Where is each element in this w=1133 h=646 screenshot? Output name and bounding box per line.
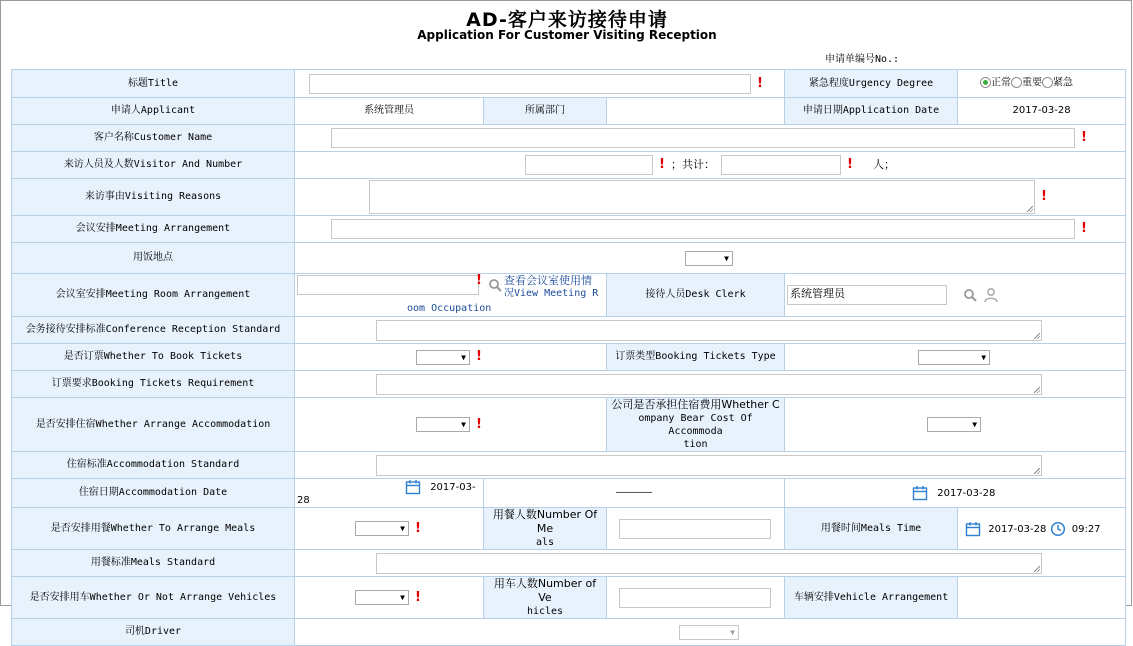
meals-time-label: 用餐时间Meals Time [785, 508, 958, 550]
accom-date-from[interactable]: 2017-03-28 [297, 482, 476, 506]
apply-date-label: 申请日期Application Date [785, 98, 958, 125]
applicant-value: 系统管理员 [295, 98, 484, 125]
urgency-normal-radio[interactable] [980, 77, 991, 88]
vehicle-num-input[interactable] [619, 588, 771, 608]
apply-date-value: 2017-03-28 [958, 98, 1126, 125]
customer-input[interactable] [331, 128, 1075, 148]
desk-clerk-input[interactable] [787, 285, 947, 305]
application-form [11, 69, 1126, 646]
visitor-label: 来访人员及人数Visitor And Number [12, 152, 295, 179]
meeting-room-input[interactable] [297, 275, 479, 295]
ticket-type-label: 订票类型Booking Tickets Type [607, 344, 785, 371]
accom-std-label: 住宿标准Accommodation Standard [12, 452, 295, 479]
required-mark: ! [659, 157, 665, 172]
urgency-urgent-label: 紧急 [1053, 77, 1074, 89]
application-no-label: 申请单编号No.: [825, 54, 900, 65]
bear-cost-label: 公司是否承担住宿费用Whether C ompany Bear Cost Of Accommoda tion [607, 398, 785, 452]
dept-value [607, 98, 785, 125]
vehicle-arr-value [958, 577, 1126, 619]
dining-select[interactable] [685, 251, 733, 266]
book-tickets-label: 是否订票Whether To Book Tickets [12, 344, 295, 371]
required-mark: ! [847, 157, 853, 172]
required-mark: ! [476, 416, 482, 432]
ticket-req-label: 订票要求Booking Tickets Requirement [12, 371, 295, 398]
search-icon[interactable] [963, 288, 977, 302]
book-tickets-select[interactable] [416, 350, 470, 365]
user-icon[interactable] [983, 287, 999, 303]
required-mark: ! [1081, 221, 1087, 236]
meals-time[interactable]: 09:27 [1071, 523, 1101, 535]
meals-label: 是否安排用餐Whether To Arrange Meals [12, 508, 295, 550]
conference-std-textarea[interactable] [376, 320, 1042, 341]
desk-clerk-value: 系统管理员 [790, 287, 846, 300]
search-icon[interactable] [488, 278, 502, 292]
view-room-occupation-link-cont[interactable]: oom Occupation [407, 303, 492, 314]
visitor-names-input[interactable] [525, 155, 653, 175]
required-mark: ! [415, 589, 421, 605]
customer-label: 客户名称Customer Name [12, 125, 295, 152]
applicant-label: 申请人Applicant [12, 98, 295, 125]
accommodation-label: 是否安排住宿Whether Arrange Accommodation [12, 398, 295, 452]
accom-date-label: 住宿日期Accommodation Date [12, 479, 295, 508]
urgency-normal-label: 正常 [991, 77, 1012, 89]
urgency-important-radio[interactable] [1011, 77, 1022, 88]
required-mark: ! [415, 520, 421, 536]
required-mark: ! [476, 273, 482, 288]
visitor-count-input[interactable] [721, 155, 841, 175]
required-mark: ! [1041, 189, 1047, 204]
meeting-input[interactable] [331, 219, 1075, 239]
driver-select[interactable] [679, 625, 739, 640]
dept-label: 所属部门 [484, 98, 607, 125]
driver-label: 司机Driver [12, 619, 295, 646]
page-subtitle: Application For Customer Visiting Reception [417, 28, 717, 42]
title-input[interactable] [309, 74, 751, 94]
accom-std-textarea[interactable] [376, 455, 1042, 476]
urgency-label: 紧急程度Urgency Degree [785, 70, 958, 98]
title-label: 标题Title [12, 70, 295, 98]
desk-clerk-label: 接待人员Desk Clerk [607, 274, 785, 317]
urgency-important-label: 重要 [1022, 77, 1043, 89]
required-mark: ! [757, 75, 763, 91]
urgency-radio-group [958, 70, 1126, 98]
meals-num-label: 用餐人数Number Of Me als [484, 508, 607, 550]
bear-cost-select[interactable] [927, 417, 981, 432]
meals-num-input[interactable] [619, 519, 771, 539]
meals-select[interactable] [355, 521, 409, 536]
meals-std-textarea[interactable] [376, 553, 1042, 574]
reason-label: 来访事由Visiting Reasons [12, 179, 295, 216]
urgency-urgent-radio[interactable] [1042, 77, 1053, 88]
total-label: ；共计： [670, 158, 715, 171]
vehicle-label: 是否安排用车Whether Or Not Arrange Vehicles [12, 577, 295, 619]
view-room-occupation-link[interactable]: 查看会议室使用情 况View Meeting R [504, 274, 599, 299]
calendar-icon[interactable] [965, 521, 981, 537]
vehicle-select[interactable] [355, 590, 409, 605]
ticket-type-select[interactable] [918, 350, 990, 365]
meeting-label: 会议安排Meeting Arrangement [12, 216, 295, 243]
ticket-req-textarea[interactable] [376, 374, 1042, 395]
accom-date-separator: —————— [484, 479, 785, 508]
dining-label: 用饭地点 [12, 243, 295, 274]
conference-std-label: 会务接待安排标准Conference Reception Standard [12, 317, 295, 344]
meals-date[interactable]: 2017-03-28 [988, 523, 1047, 535]
vehicle-num-label: 用车人数Number of Ve hicles [484, 577, 607, 619]
vehicle-arr-label: 车辆安排Vehicle Arrangement [785, 577, 958, 619]
page-title: AD-客户来访接待申请 [466, 9, 668, 31]
clock-icon[interactable] [1050, 521, 1066, 537]
calendar-icon[interactable] [912, 485, 928, 501]
reason-textarea[interactable] [369, 180, 1035, 214]
person-unit: 人； [872, 158, 895, 171]
meeting-room-label: 会议室安排Meeting Room Arrangement [12, 274, 295, 317]
accommodation-select[interactable] [416, 417, 470, 432]
meals-std-label: 用餐标准Meals Standard [12, 550, 295, 577]
accom-date-to[interactable]: 2017-03-28 [937, 488, 996, 499]
required-mark: ! [476, 349, 482, 364]
required-mark: ! [1081, 130, 1087, 145]
calendar-icon[interactable] [405, 479, 421, 495]
